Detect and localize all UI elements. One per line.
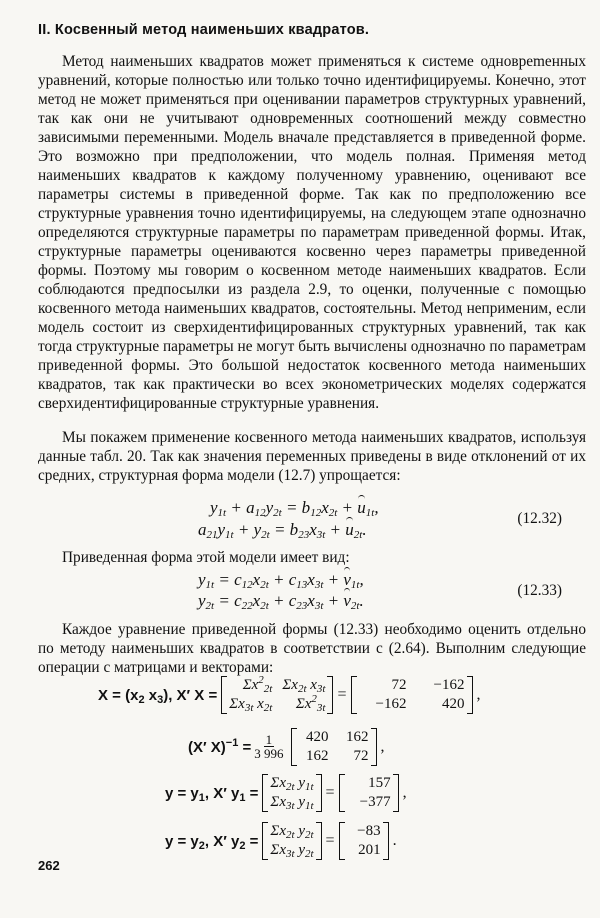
xty2-numeric-vector xyxy=(339,822,389,860)
matrix-cell: −162 xyxy=(375,696,407,712)
xty1-symbolic-vector: $\Sigma x_{2t}$ $y_{1t}$ $\Sigma x_{3t}$ $y_{1t}$ xyxy=(262,774,321,812)
matrix-cell: 72 xyxy=(391,677,407,693)
paragraph-2: Мы покажем применение косвенного метода наименьших квадратов, используя данные табл. 20. Так как значения переменных приведены в виде отклонений от их средних, структурная форма модели (12.7) упрощается: xyxy=(38,429,586,484)
fraction: $\frac{1}{3 996}$ xyxy=(254,732,284,761)
matrix-cell: 162 xyxy=(346,729,369,745)
paragraph-1: Метод наименьших квадратов может применяться к системе одновреmенных уравнений, которые полностью или только точно идентифицируемы. Конечно, этот метод не может применяться при оценивании параметров структурных уравнений, так как они не учитывают одновременных соотношений между совместно зависимыми переменными. Модель вначале представляется в приведенной форме. Это возможно при предположении, что модель полная. Применяя метод наименьших квадратов к каждому полученному уравнению, оценивают все параметры системы в приведенной форме. Так как по предположению все структурные уравнения точно идентифицируемы, на следующем этапе однозначно определяются структурные параметры по параметрам приведенной формы. Итак, структурные параметры оцениваются косвенно через параметры приведенной формы. Поэтому мы говорим о косвенном методе наименьших квадратов. Если соблюдаются предпосылки из раздела 2.9, то оценки, полученные с помощью косвенного метода наименьших квадратов, состоятельны. Метод неприменим, если модель состоит из сверхидентифицированных структурных уравнений, так как тогда структурные параметры не могут быть вычислены однозначно по параметрам приведенной формы. Это большой недостаток косвенного метода наименьших квадратов, так как практически во всех эконометрических моделях содержатся сверхидентифицированные структурные уравнения. xyxy=(38,53,586,412)
equation-12-33-line-2: $y_{2t} = c_{22}x_{2t} + c_{23}x_{3t} + v_{2t}$. xyxy=(198,591,364,612)
xty1-row: $y = y_1$, X′ $y_1$ = $\Sigma x_{2t}$ $y_{1t}$ $\Sigma x_{3t}$ $y_{1t}$ = 157 −377 , xyxy=(165,775,407,812)
page-number: 262 xyxy=(38,858,60,873)
xtx-symbolic-matrix: $\Sigma x^2_{2t}$ $\Sigma x_{2t}$ $x_{3t}$ $\Sigma x_{3t}$ $x_{2t}$ $\Sigma x^2_{3t}$ xyxy=(221,676,333,714)
vector-cell: 201 xyxy=(358,842,381,858)
matrix-cell: −162 xyxy=(433,677,465,693)
equation-12-32-line-2: $a_{21}y_{1t} + y_{2t} = b_{23}x_{3t} + u_{2t}$. xyxy=(198,520,367,541)
section-heading: II. Косвенный метод наименьших квадратов. xyxy=(38,22,370,38)
xtx-inverse-row: (X′ X)$^{-1}$ = $\frac{1}{3 996}$ 420 162 162 72 , xyxy=(188,729,385,764)
equation-number: (12.33) xyxy=(517,582,562,599)
vector-cell: −83 xyxy=(357,823,381,839)
equation-12-33-line-1: $y_{1t} = c_{12}x_{2t} + c_{13}x_{3t} + v_{1t}$, xyxy=(198,570,364,591)
xtx-inverse-matrix xyxy=(291,728,377,766)
matrix-cell: 162 xyxy=(306,748,329,764)
xty1-numeric-vector xyxy=(339,774,399,812)
vector-cell: 157 xyxy=(368,775,391,791)
xty2-symbolic-vector: $\Sigma x_{2t}$ $y_{2t}$ $\Sigma x_{3t}$ $y_{2t}$ xyxy=(262,822,321,860)
equation-number: (12.32) xyxy=(517,510,562,527)
xty2-row: $y = y_2$, X′ $y_2$ = $\Sigma x_{2t}$ $y_{2t}$ $\Sigma x_{3t}$ $y_{2t}$ = −83 201 . xyxy=(165,823,397,860)
matrix-cell: 72 xyxy=(353,748,369,764)
paragraph-4: Каждое уравнение приведенной формы (12.33) необходимо оценить отдельно по методу наименьших квадратов в соответствии с (2.64). Выполним следующие операции с матрицами и векторами: xyxy=(38,621,586,676)
xtx-numeric-matrix xyxy=(351,676,473,714)
matrix-cell: 420 xyxy=(306,729,329,745)
equation-12-32-line-1: $y_{1t} + a_{12}y_{2t} = b_{12}x_{2t} + u_{1t}$, xyxy=(210,498,379,519)
paragraph-3: Приведенная форма этой модели имеет вид: xyxy=(62,549,350,566)
matrix-cell: 420 xyxy=(442,696,465,712)
xtx-row: $X = (x_2$ $x_3$), X′ X = $\Sigma x^2_{2t}$ $\Sigma x_{2t}$ $x_{3t}$ $\Sigma x_{3t}$ $x_{2t}$ $\Sigma x^2_{3t}$ = 72 −162 −162 420 , xyxy=(98,674,481,714)
vector-cell: −377 xyxy=(359,794,391,810)
